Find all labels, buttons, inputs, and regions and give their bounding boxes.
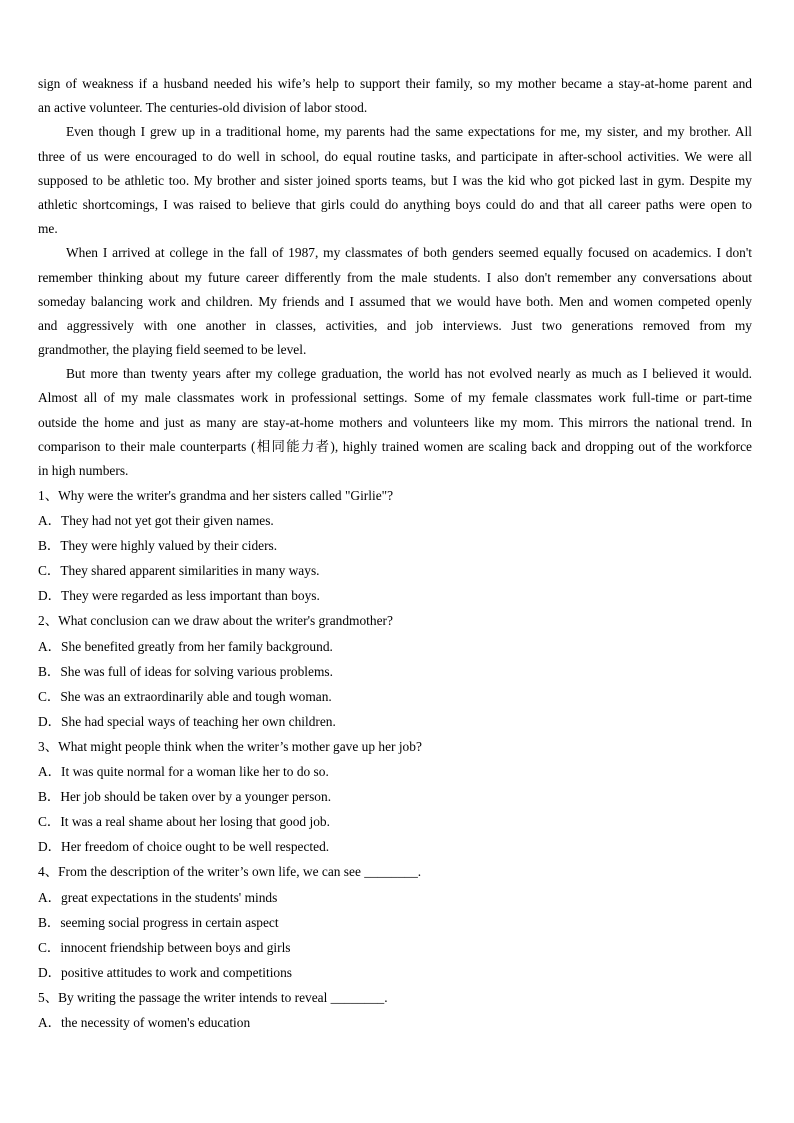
answer-option: D．positive attitudes to work and competitions xyxy=(38,964,293,980)
passage-line: someday balancing work and children. My friends and I assumed that we would have both. Men and women competed openly xyxy=(38,293,752,309)
answer-option: D．They were regarded as less important than boys. xyxy=(38,588,320,604)
passage-line: When I arrived at college in the fall of 1987, my classmates of both genders seemed equally focused on academics. I don't xyxy=(66,245,752,261)
passage-line: remember thinking about my future career differently from the male students. I also don't remember any conversations about xyxy=(38,269,752,285)
passage-line: Even though I grew up in a traditional home, my parents had the same expectations for me, my sister, and my brother. All xyxy=(66,124,752,140)
question-stem: 4、From the description of the writer’s own life, we can see ________. xyxy=(38,864,422,880)
passage-line: and aggressively with one another in classes, activities, and job interviews. Just two generations removed from my xyxy=(38,317,752,333)
answer-option: C．She was an extraordinarily able and tough woman. xyxy=(38,688,332,704)
question-stem: 2、What conclusion can we draw about the writer's grandmother? xyxy=(38,613,393,629)
question-stem: 1、Why were the writer's grandma and her sisters called "Girlie"? xyxy=(38,488,394,503)
answer-option: D．She had special ways of teaching her own children. xyxy=(38,713,336,729)
passage-line: grandmother, the playing field seemed to be level. xyxy=(38,342,307,358)
passage-line: outside the home and just as many are stay-at-home mothers and volunteers like my mom. This mirrors the national trend. In xyxy=(38,414,752,430)
passage-line: athletic shortcomings, I was raised to believe that girls could do anything boys could do and that all career paths were open to xyxy=(38,196,752,212)
question-stem: 3、What might people think when the writer’s mother gave up her job? xyxy=(38,738,422,754)
answer-option: A．It was quite normal for a woman like her to do so. xyxy=(38,764,329,780)
answer-option: C．innocent friendship between boys and girls xyxy=(38,939,291,955)
passage-line: me. xyxy=(38,221,58,237)
passage-line: sign of weakness if a husband needed his wife’s help to support their family, so my mother became a stay-at-home parent and xyxy=(38,76,752,91)
answer-option: B．Her job should be taken over by a younger person. xyxy=(38,789,332,805)
passage-line: in high numbers. xyxy=(38,463,129,478)
answer-option: A．They had not yet got their given names. xyxy=(38,513,274,529)
answer-option: B．She was full of ideas for solving various problems. xyxy=(38,663,333,679)
answer-option: C．They shared apparent similarities in many ways. xyxy=(38,563,320,579)
passage-line: an active volunteer. The centuries-old division of labor stood. xyxy=(38,100,368,116)
answer-option: A．great expectations in the students' minds xyxy=(38,889,278,905)
answer-option: A．the necessity of women's education xyxy=(38,1014,251,1030)
answer-option: A．She benefited greatly from her family background. xyxy=(38,638,333,654)
passage-line: Almost all of my male classmates work in professional settings. Some of my female classmates work full-time or part-time xyxy=(38,390,752,406)
answer-option: B．They were highly valued by their ciders. xyxy=(38,538,278,554)
passage-line: But more than twenty years after my college graduation, the world has not evolved nearly as much as I believed it would. xyxy=(66,366,752,382)
question-stem: 5、By writing the passage the writer intends to reveal ________. xyxy=(38,989,388,1005)
passage-line: comparison to their male counterparts (相同能力者), highly trained women are scaling back and dropping out of the workforce xyxy=(38,438,752,454)
passage-line: three of us were encouraged to do well in school, do equal routine tasks, and participate in after-school activities. We were all xyxy=(38,148,752,164)
answer-option: D．Her freedom of choice ought to be well respected. xyxy=(38,839,330,855)
answer-option: C．It was a real shame about her losing that good job. xyxy=(38,814,330,830)
reading-passage xyxy=(38,76,752,487)
question-list xyxy=(38,488,752,1040)
passage-line: supposed to be athletic too. My brother and sister joined sports teams, but I was the kid who got picked last in gym. Despite my xyxy=(38,172,752,188)
answer-option: B．seeming social progress in certain aspect xyxy=(38,914,279,930)
